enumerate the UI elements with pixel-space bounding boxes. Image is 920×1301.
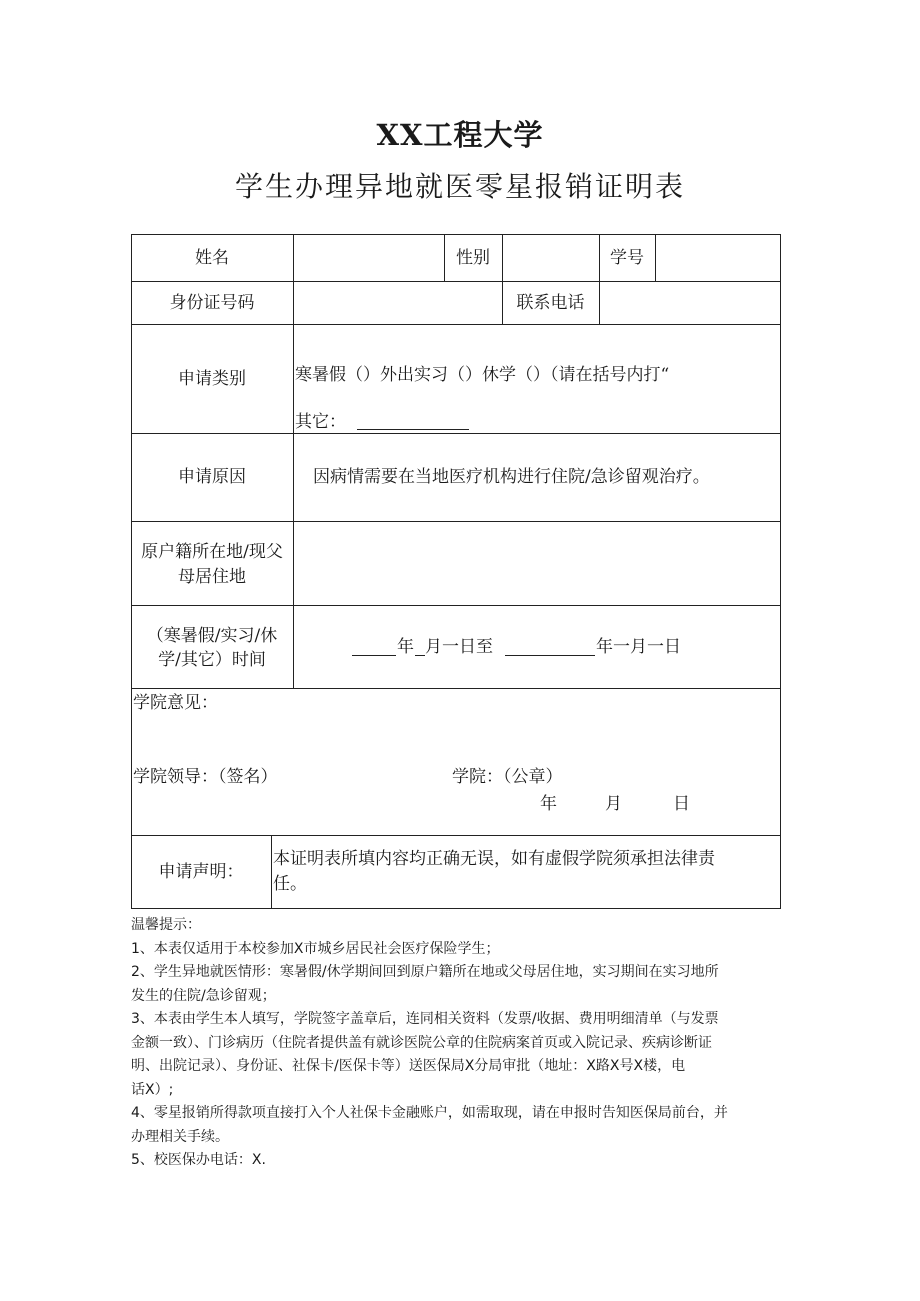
category-other-field[interactable] [357,429,469,430]
note-item: 明、出院记录）、身份证、社保卡/医保卡等）送医保局X分局审批（地址：X路X号X楼，电 [131,1058,686,1074]
student-no-label: 学号 [610,248,644,268]
form-title: 学生办理异地就医零星报销证明表 [234,170,685,203]
period-start-year-field[interactable] [352,655,396,656]
note-item: 金额一致）、门诊病历（住院者提供盖有就诊医院公章的住院病案首页或入院记录、疾病诊断证 [131,1034,712,1051]
note-item: 话X）; [131,1081,174,1098]
notes-heading: 温馨提示： [131,917,201,933]
gender-field[interactable] [503,235,599,281]
row-divider [131,688,781,689]
note-item: 3、本表由学生本人填写，学院签字盖章后，连同相关资料（发票/收据、费用明细清单（与发票 [131,1011,719,1027]
category-label: 申请类别 [178,369,246,389]
note-item: 发生的住院/急诊留观； [131,987,276,1004]
row-divider [131,835,781,836]
residence-field[interactable] [294,522,780,605]
period-label-line1: （寒暑假/实习/休 [146,626,278,646]
student-no-field[interactable] [656,235,780,281]
name-label: 姓名 [195,248,229,268]
date-year: 年 [540,794,557,814]
note-item: 2、学生异地就医情形：寒暑假/休学期间回到原户籍所在地或父母居住地，实习期间在实习地所 [131,964,719,980]
id-number-label: 身份证号码 [169,293,255,313]
college-leader-signature[interactable]: 学院领导：（签名） [133,767,278,787]
name-field[interactable] [294,235,444,281]
note-item: 5、校医保办电话：X. [131,1152,266,1168]
period-end-text: 年一月一日 [596,637,681,657]
notes-section [131,914,783,1173]
category-other-label: 其它： [295,412,346,432]
note-item: 办理相关手续。 [131,1128,229,1145]
period-end-year-field[interactable] [505,655,595,656]
column-divider [271,835,272,909]
row-divider [131,605,781,606]
table-border-bottom [131,908,781,909]
declaration-text-line1: 本证明表所填内容均正确无误，如有虚假学院须承担法律责 [273,849,715,869]
declaration-label: 申请声明： [158,862,244,882]
table-border-right [780,234,781,909]
gender-label: 性别 [456,248,490,268]
period-label-line2: 学/其它）时间 [158,650,266,670]
period-start-month-field[interactable] [415,655,425,656]
note-item: 1、本表仅适用于本校参加X市城乡居民社会医疗保险学生； [131,940,500,957]
residence-label-line1: 原户籍所在地/现父 [141,542,283,562]
reason-label: 申请原因 [178,467,246,487]
note-item: 4、零星报销所得款项直接打入个人社保卡金融账户，如需取现，请在申报时告知医保局前台，并 [131,1105,728,1121]
row-divider [131,433,781,434]
declaration-text-line2: 任。 [273,874,307,894]
college-seal[interactable]: 学院：（公章） [452,767,563,787]
reason-text: 因病情需要在当地医疗机构进行住院/急诊留观治疗。 [313,467,710,487]
phone-label: 联系电话 [516,293,585,313]
period-year-text: 年 [397,637,414,657]
row-divider [131,324,781,325]
college-opinion-label: 学院意见： [133,693,218,713]
residence-label-line2: 母居住地 [178,567,246,587]
date-month: 月 [605,794,622,814]
category-options[interactable]: 寒暑假（）外出实习（）休学（）（请在括号内打“ [295,365,670,385]
phone-field[interactable] [600,282,780,324]
period-month-day-text: 月一日至 [425,637,493,657]
application-form-table [131,234,781,909]
id-number-field[interactable] [294,282,502,324]
school-title: XX工程大学 [376,118,544,152]
date-day: 日 [673,794,690,814]
